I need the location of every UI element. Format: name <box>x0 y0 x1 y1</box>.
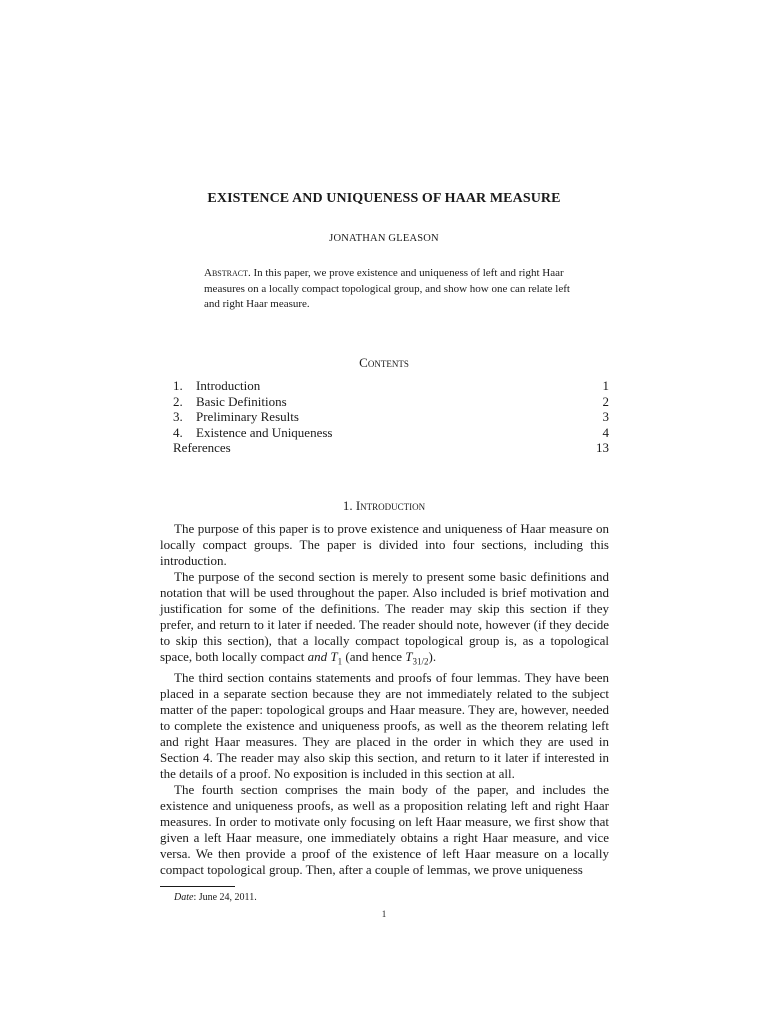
toc-entry-label: References <box>173 440 231 455</box>
paper-title: EXISTENCE AND UNIQUENESS OF HAAR MEASURE <box>207 191 561 206</box>
toc-entry-number: 1. <box>173 378 183 393</box>
math-t3 <box>405 649 412 664</box>
toc-entry[interactable] <box>173 409 609 425</box>
page-number: 1 <box>381 909 387 919</box>
paragraph: The purpose of this paper is to prove existence and uniqueness of Haar measure on locally compact groups. The paper is divided into four sections, including this introduction. <box>160 521 609 568</box>
toc-entry-number: 3. <box>173 409 183 424</box>
toc-entry-page: 13 <box>596 440 609 455</box>
math-symbol: T <box>405 649 413 664</box>
contents-heading: Contents <box>359 355 409 370</box>
toc-entry-label: Preliminary Results <box>196 409 299 424</box>
footnote-rule <box>160 886 235 887</box>
paragraph-text: The purpose of the second section is merely to present some basic definitions and notation that will be used throughout the paper. Also included is brief motivation and justification for some of the definitions. The reader may skip this section if they prefer, and return to it later if needed. The reader should note, however (if they decide to skip this section), that a locally compact topological group is, as a topological space, both locally compact <box>160 569 609 664</box>
paragraph <box>160 569 609 670</box>
toc-entry-page: 2 <box>602 393 609 409</box>
math-t1 <box>330 649 337 664</box>
abstract-text: In this paper, we prove existence and uniqueness of left and right Haar measures on a locally compact topological group, and show how one can relate left and right Haar measure. <box>204 267 570 310</box>
toc-entry[interactable] <box>173 440 609 456</box>
author-name: JONATHAN GLEASON <box>329 233 439 244</box>
abstract <box>204 266 576 313</box>
toc-entry-page: 1 <box>602 378 609 393</box>
toc-entry-label: Introduction <box>196 378 261 393</box>
footnote-text: : June 24, 2011. <box>193 892 257 903</box>
paragraph-text: ). <box>428 649 437 664</box>
toc-entry[interactable] <box>173 425 609 441</box>
toc-entry-number: 4. <box>173 424 183 440</box>
toc-entry-label: Basic Definitions <box>196 393 287 409</box>
toc-entry-label: Existence and Uniqueness <box>196 424 333 440</box>
table-of-contents <box>173 378 609 456</box>
math-subscript: 31/2 <box>412 656 429 667</box>
toc-entry-page: 4 <box>602 424 609 440</box>
toc-entry-page: 3 <box>602 409 609 424</box>
paragraph-text: (and hence <box>342 649 406 664</box>
emphasis-and: and <box>307 649 328 664</box>
toc-entry[interactable] <box>173 394 609 410</box>
section-body <box>160 521 609 878</box>
math-subscript: 1 <box>337 656 343 667</box>
section-heading: 1. Introduction <box>342 498 426 513</box>
toc-entry-number: 2. <box>173 393 183 409</box>
abstract-label: Abstract. <box>204 267 251 279</box>
footnote <box>174 892 257 903</box>
paragraph: The fourth section comprises the main body of the paper, and includes the existence and uniqueness proofs, as well as a proposition relating left and right Haar measures. In order to motivate only focusing on left Haar measure, we first show that given a left Haar measure, one immediately obtains a right Haar measure, and vice versa. We then provide a proof of the existence of left Haar measure on a locally compact topological group. Then, after a couple of lemmas, we prove uniqueness <box>160 781 609 877</box>
footnote-label: Date <box>174 892 194 903</box>
paragraph: The third section contains statements and proofs of four lemmas. They have been placed in a separate section because they are not immediately related to the subject matter of the paper: topological groups and Haar measure. They are, however, needed to complete the existence and uniqueness proofs, as well as the theorem relating left and right Haar measures. They are placed in the order in which they are used in Section 4. The reader may also skip this section, and return to it later if interested in the details of a proof. No exposition is included in this section at all. <box>160 669 609 781</box>
math-symbol: T <box>330 649 338 664</box>
toc-entry[interactable] <box>173 378 609 394</box>
